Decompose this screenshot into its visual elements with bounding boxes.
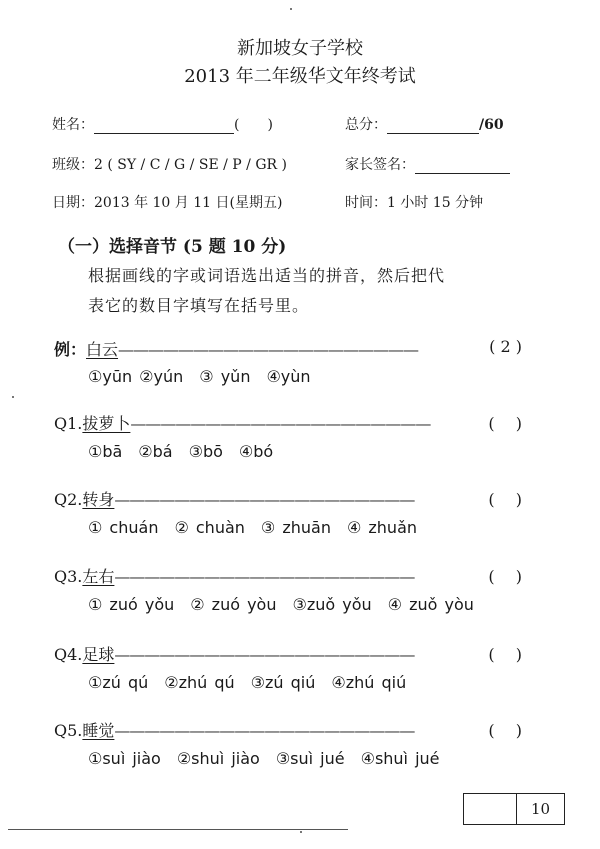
question-example: [54, 337, 534, 360]
bottom-rule: [8, 829, 348, 830]
question-word: 白云: [86, 340, 119, 359]
question-word: 足球: [82, 645, 115, 664]
question-word: 转身: [82, 490, 115, 509]
section-title: （一）选择音节 (5 题 10 分): [58, 237, 287, 257]
class-row: [52, 154, 287, 174]
leader-dashes: ————————————————————: [114, 490, 415, 509]
options-1: ①bā ②bá ③bō ④bó: [88, 442, 274, 461]
total-label: 总分：: [345, 117, 387, 133]
total-row: [345, 114, 504, 134]
leader-dashes: ————————————————————: [114, 645, 415, 664]
options-4: ①zú qú ②zhú qú ③zú qiú ④zhú qiú: [88, 673, 407, 692]
leader-dashes: ————————————————————: [130, 414, 431, 433]
class-value: 2 ( SY / C / G / SE / P / GR ): [94, 157, 287, 173]
name-paren: ( ): [234, 117, 273, 133]
school-name: 新加坡女子学校: [237, 38, 363, 59]
options-example: ①yūn ②yún ③ yǔn ④yùn: [88, 367, 311, 386]
scan-speck: [290, 8, 292, 10]
leader-dashes: ————————————————————: [114, 721, 415, 740]
name-field[interactable]: [94, 133, 234, 134]
question-5: [54, 718, 534, 741]
name-label: 姓名：: [52, 117, 94, 133]
page-score-box: [463, 793, 565, 825]
question-label: Q5.: [54, 721, 83, 740]
options-2: ① chuán ② chuàn ③ zhuān ④ zhuǎn: [88, 518, 418, 537]
parent-signature-label: 家长签名：: [345, 157, 415, 173]
question-label: 例：: [54, 340, 87, 359]
parent-row: [345, 154, 510, 174]
total-score-field[interactable]: [387, 133, 479, 134]
answer-box[interactable]: ( ): [488, 645, 522, 664]
time-label: 时间：: [345, 195, 387, 211]
date-row: [52, 192, 282, 212]
question-label: Q3.: [54, 567, 83, 586]
class-label: 班级：: [52, 157, 94, 173]
scan-speck: [12, 396, 14, 398]
total-max: /60: [479, 117, 504, 133]
answer-box[interactable]: ( ): [488, 567, 522, 586]
options-3: ① zuó yǒu ② zuó yòu ③zuǒ yǒu ④ zuǒ yòu: [88, 595, 474, 614]
date-value: 2013 年 10 月 11 日(星期五): [94, 195, 283, 211]
options-5: ①suì jiào ②shuì jiào ③suì jué ④shuì jué: [88, 749, 440, 768]
date-label: 日期：: [52, 195, 94, 211]
answer-box[interactable]: ( ): [488, 721, 522, 740]
question-1: [54, 411, 534, 434]
question-word: 睡觉: [82, 721, 115, 740]
parent-signature-field[interactable]: [415, 173, 510, 174]
name-row: [52, 114, 273, 134]
instruction-line-1: 根据画线的字或词语选出适当的拼音，然后把代: [88, 266, 446, 285]
scan-speck: [300, 831, 302, 833]
leader-dashes: ————————————————————: [114, 567, 415, 586]
page-score-value: 10: [530, 800, 551, 818]
question-word: 拔萝卜: [82, 414, 131, 433]
question-2: [54, 487, 534, 510]
leader-dashes: ————————————————————: [118, 340, 419, 359]
question-label: Q2.: [54, 490, 83, 509]
time-row: [345, 192, 483, 212]
answer-box[interactable]: ( 2 ): [489, 337, 522, 356]
answer-box[interactable]: ( ): [488, 414, 522, 433]
instruction-line-2: 表它的数目字填写在括号里。: [88, 296, 310, 315]
question-3: [54, 564, 534, 587]
exam-title: 2013 年二年级华文年终考试: [184, 66, 416, 87]
question-label: Q1.: [54, 414, 83, 433]
time-value: 1 小时 15 分钟: [387, 195, 484, 211]
question-label: Q4.: [54, 645, 83, 664]
answer-box[interactable]: ( ): [488, 490, 522, 509]
question-4: [54, 642, 534, 665]
question-word: 左右: [82, 567, 115, 586]
